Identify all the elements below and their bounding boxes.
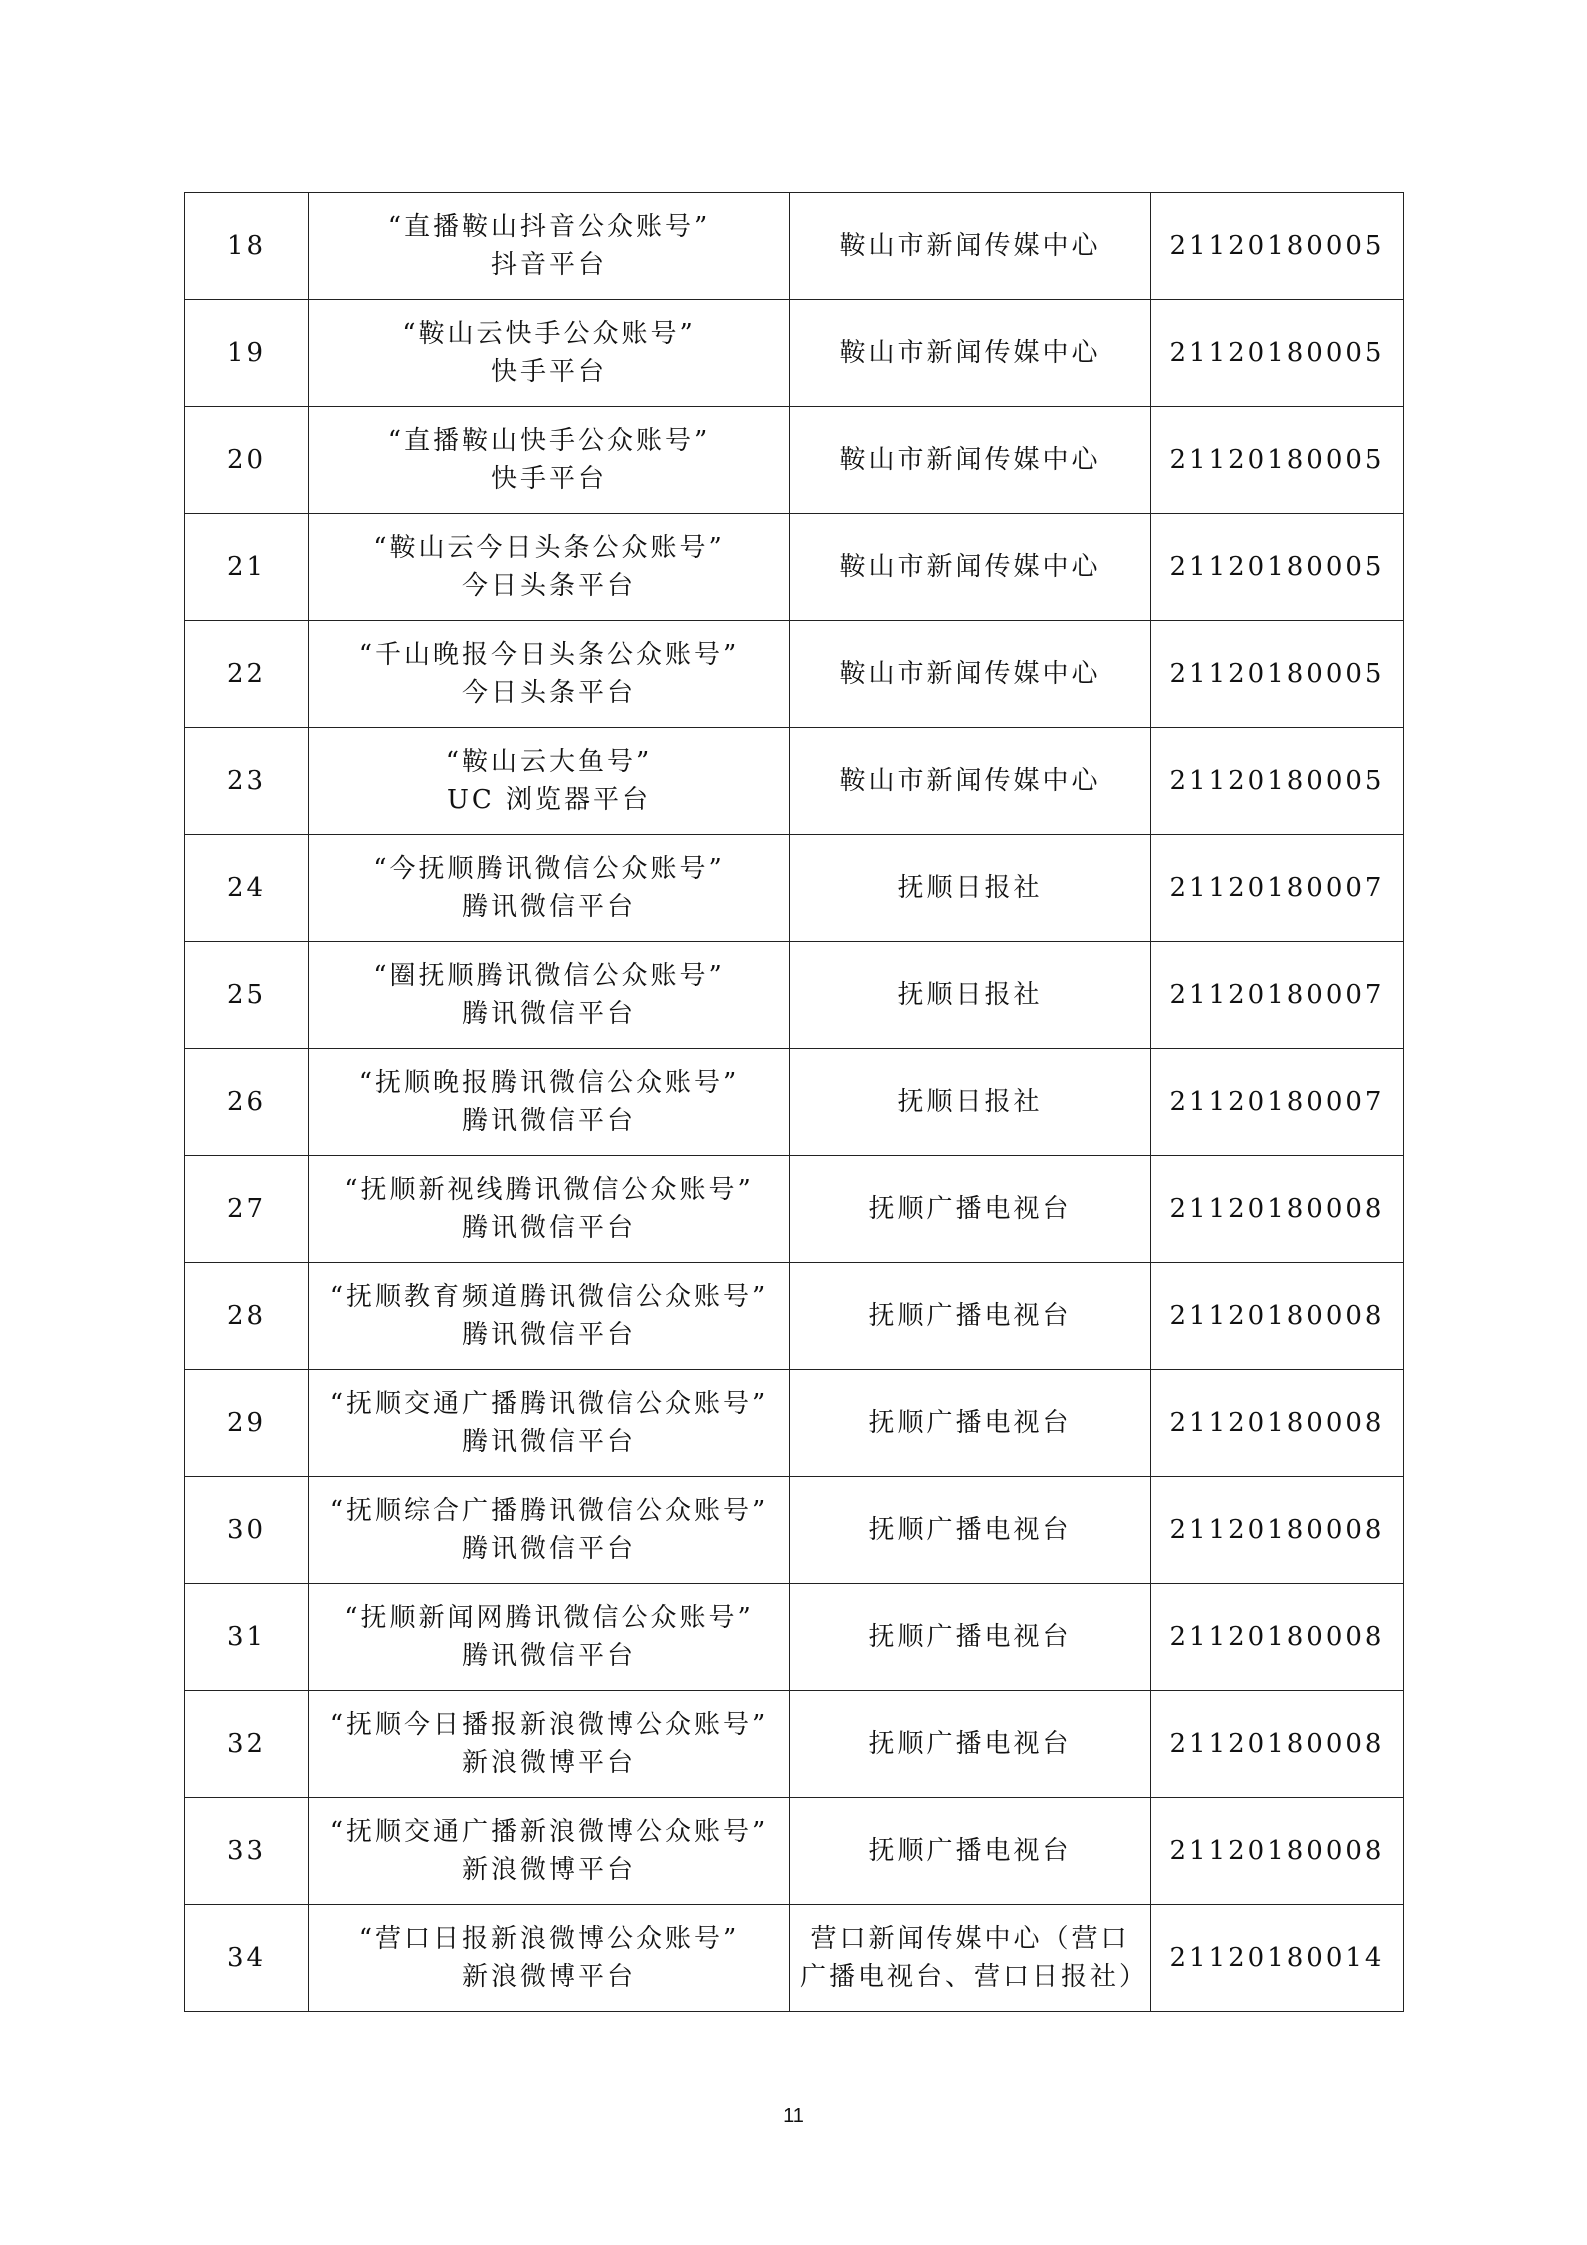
account-name: “鞍山云快手公众账号” <box>402 319 696 349</box>
platform-name: 腾讯微信平台 <box>461 999 636 1029</box>
table-row <box>185 514 1404 621</box>
account-name: “千山晚报今日头条公众账号” <box>358 640 740 670</box>
platform-name: 快手平台 <box>490 464 607 494</box>
organization-cell <box>790 835 1151 942</box>
organization-name: 鞍山市新闻传媒中心 <box>839 445 1101 475</box>
row-number: 27 <box>185 1156 309 1263</box>
organization-name: 抚顺广播电视台 <box>868 1729 1072 1759</box>
account-name: “抚顺交通广播新浪微博公众账号” <box>329 1817 769 1847</box>
row-number: 22 <box>185 621 309 728</box>
table-row <box>185 621 1404 728</box>
row-number: 30 <box>185 1477 309 1584</box>
table-row <box>185 1691 1404 1798</box>
row-number: 21 <box>185 514 309 621</box>
account-cell <box>309 193 790 300</box>
table-row <box>185 300 1404 407</box>
organization-cell <box>790 1477 1151 1584</box>
row-number: 29 <box>185 1370 309 1477</box>
table-row <box>185 835 1404 942</box>
platform-name: 抖音平台 <box>490 250 607 280</box>
organization-cell <box>790 193 1151 300</box>
row-number: 26 <box>185 1049 309 1156</box>
account-name: “今抚顺腾讯微信公众账号” <box>373 854 725 884</box>
organization-cell <box>790 1798 1151 1905</box>
page-number: 11 <box>783 2105 804 2127</box>
license-code: 21120180005 <box>1151 300 1404 407</box>
row-number: 28 <box>185 1263 309 1370</box>
table-row <box>185 1370 1404 1477</box>
account-cell <box>309 1905 790 2012</box>
organization-name: 抚顺广播电视台 <box>868 1836 1072 1866</box>
platform-name: 腾讯微信平台 <box>461 892 636 922</box>
table-row <box>185 1798 1404 1905</box>
license-code: 21120180005 <box>1151 621 1404 728</box>
organization-cell <box>790 621 1151 728</box>
account-name: “鞍山云今日头条公众账号” <box>373 533 725 563</box>
table-row <box>185 193 1404 300</box>
account-cell <box>309 1156 790 1263</box>
account-cell <box>309 835 790 942</box>
registry-table <box>184 192 1404 2012</box>
license-code: 21120180008 <box>1151 1691 1404 1798</box>
account-cell <box>309 514 790 621</box>
table-row <box>185 1584 1404 1691</box>
table-row <box>185 1905 1404 2012</box>
license-code: 21120180008 <box>1151 1156 1404 1263</box>
account-name: “营口日报新浪微博公众账号” <box>358 1924 740 1954</box>
license-code: 21120180014 <box>1151 1905 1404 2012</box>
organization-name: 抚顺广播电视台 <box>868 1515 1072 1545</box>
license-code: 21120180008 <box>1151 1477 1404 1584</box>
organization-name: 抚顺日报社 <box>897 980 1043 1010</box>
account-cell <box>309 942 790 1049</box>
account-cell <box>309 1370 790 1477</box>
account-cell <box>309 1049 790 1156</box>
account-cell <box>309 1263 790 1370</box>
license-code: 21120180008 <box>1151 1584 1404 1691</box>
account-name: “抚顺综合广播腾讯微信公众账号” <box>329 1496 769 1526</box>
row-number: 32 <box>185 1691 309 1798</box>
organization-name: 抚顺广播电视台 <box>868 1622 1072 1652</box>
table-row <box>185 1477 1404 1584</box>
organization-name: 鞍山市新闻传媒中心 <box>839 766 1101 796</box>
table-row <box>185 942 1404 1049</box>
organization-cell <box>790 1584 1151 1691</box>
registry-table-body <box>185 193 1404 2012</box>
platform-name: 快手平台 <box>490 357 607 387</box>
license-code: 21120180007 <box>1151 942 1404 1049</box>
account-name: “抚顺晚报腾讯微信公众账号” <box>358 1068 740 1098</box>
platform-name: 腾讯微信平台 <box>461 1320 636 1350</box>
license-code: 21120180005 <box>1151 514 1404 621</box>
platform-name: 新浪微博平台 <box>461 1748 636 1778</box>
organization-cell <box>790 1905 1151 2012</box>
organization-name: 抚顺日报社 <box>897 1087 1043 1117</box>
organization-cell <box>790 942 1151 1049</box>
license-code: 21120180005 <box>1151 407 1404 514</box>
organization-cell <box>790 300 1151 407</box>
license-code: 21120180007 <box>1151 1049 1404 1156</box>
organization-name: 抚顺日报社 <box>897 873 1043 903</box>
platform-name: 新浪微博平台 <box>461 1855 636 1885</box>
organization-cell <box>790 728 1151 835</box>
row-number: 33 <box>185 1798 309 1905</box>
account-name: “圈抚顺腾讯微信公众账号” <box>373 961 725 991</box>
account-name: “抚顺今日播报新浪微博公众账号” <box>329 1710 769 1740</box>
organization-cell <box>790 1156 1151 1263</box>
row-number: 20 <box>185 407 309 514</box>
row-number: 24 <box>185 835 309 942</box>
platform-name: 今日头条平台 <box>461 678 636 708</box>
account-cell <box>309 300 790 407</box>
row-number: 23 <box>185 728 309 835</box>
account-name: “抚顺新闻网腾讯微信公众账号” <box>344 1603 754 1633</box>
license-code: 21120180008 <box>1151 1798 1404 1905</box>
table-row <box>185 1049 1404 1156</box>
account-cell <box>309 1477 790 1584</box>
table-row <box>185 1263 1404 1370</box>
account-cell <box>309 1798 790 1905</box>
platform-name: UC 浏览器平台 <box>446 785 652 815</box>
organization-name: 营口新闻传媒中心（营口广播电视台、营口日报社） <box>800 1924 1149 1992</box>
table-row <box>185 407 1404 514</box>
organization-name: 鞍山市新闻传媒中心 <box>839 659 1101 689</box>
account-cell <box>309 407 790 514</box>
account-name: “抚顺新视线腾讯微信公众账号” <box>344 1175 754 1205</box>
account-name: “直播鞍山抖音公众账号” <box>387 212 711 242</box>
platform-name: 腾讯微信平台 <box>461 1427 636 1457</box>
account-cell <box>309 1691 790 1798</box>
row-number: 31 <box>185 1584 309 1691</box>
license-code: 21120180008 <box>1151 1370 1404 1477</box>
organization-name: 鞍山市新闻传媒中心 <box>839 231 1101 261</box>
platform-name: 腾讯微信平台 <box>461 1106 636 1136</box>
organization-cell <box>790 407 1151 514</box>
organization-cell <box>790 1049 1151 1156</box>
organization-cell <box>790 514 1151 621</box>
account-cell <box>309 728 790 835</box>
license-code: 21120180005 <box>1151 728 1404 835</box>
platform-name: 腾讯微信平台 <box>461 1534 636 1564</box>
organization-name: 鞍山市新闻传媒中心 <box>839 338 1101 368</box>
account-name: “鞍山云大鱼号” <box>445 747 653 777</box>
row-number: 18 <box>185 193 309 300</box>
table-row <box>185 728 1404 835</box>
organization-cell <box>790 1263 1151 1370</box>
organization-name: 抚顺广播电视台 <box>868 1194 1072 1224</box>
row-number: 34 <box>185 1905 309 2012</box>
row-number: 25 <box>185 942 309 1049</box>
license-code: 21120180007 <box>1151 835 1404 942</box>
license-code: 21120180005 <box>1151 193 1404 300</box>
organization-cell <box>790 1370 1151 1477</box>
platform-name: 今日头条平台 <box>461 571 636 601</box>
organization-name: 抚顺广播电视台 <box>868 1301 1072 1331</box>
organization-name: 鞍山市新闻传媒中心 <box>839 552 1101 582</box>
account-cell <box>309 1584 790 1691</box>
organization-name: 抚顺广播电视台 <box>868 1408 1072 1438</box>
account-name: “抚顺交通广播腾讯微信公众账号” <box>329 1389 769 1419</box>
platform-name: 新浪微博平台 <box>461 1962 636 1992</box>
row-number: 19 <box>185 300 309 407</box>
platform-name: 腾讯微信平台 <box>461 1641 636 1671</box>
platform-name: 腾讯微信平台 <box>461 1213 636 1243</box>
account-name: “直播鞍山快手公众账号” <box>387 426 711 456</box>
account-cell <box>309 621 790 728</box>
organization-cell <box>790 1691 1151 1798</box>
license-code: 21120180008 <box>1151 1263 1404 1370</box>
table-row <box>185 1156 1404 1263</box>
account-name: “抚顺教育频道腾讯微信公众账号” <box>329 1282 769 1312</box>
